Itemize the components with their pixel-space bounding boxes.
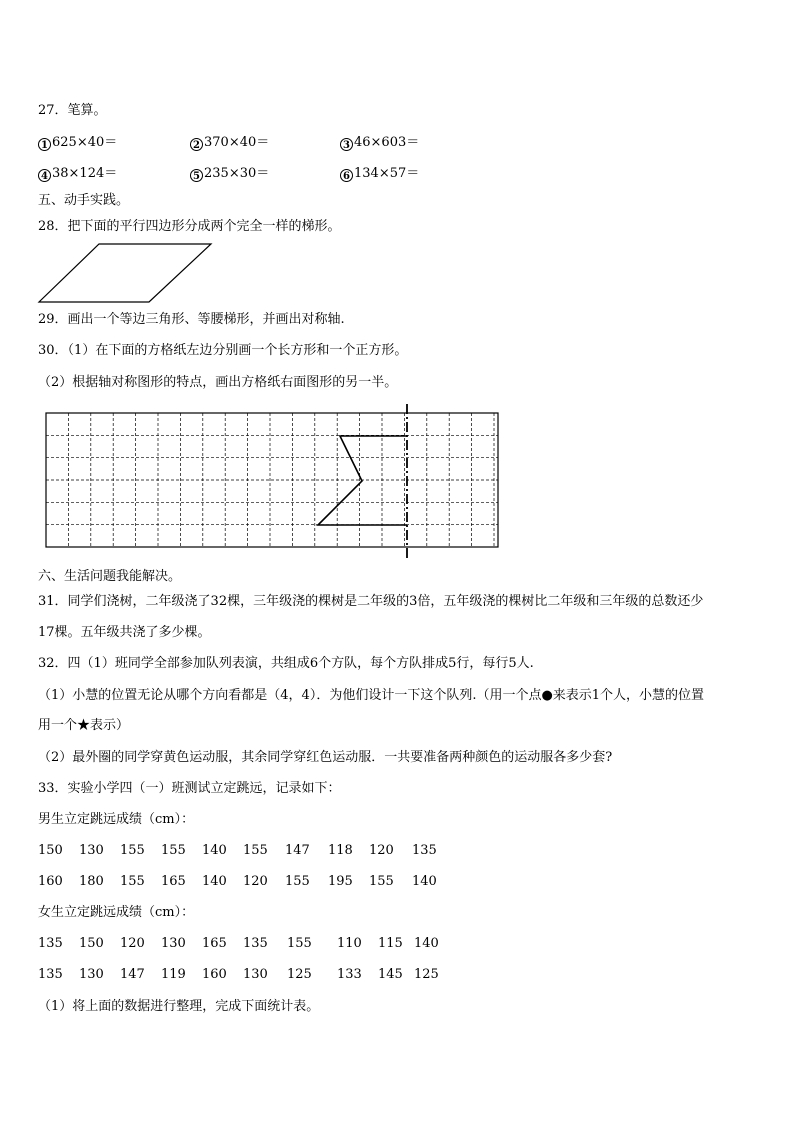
value-cell: 140 — [202, 874, 227, 889]
q33-task-1: （1）将上面的数据进行整理，完成下面统计表。 — [38, 999, 320, 1014]
value-cell: 155 — [285, 874, 310, 889]
value-cell: 145 — [378, 967, 403, 982]
q27-expr-5: 235×30＝ — [204, 166, 270, 181]
value-cell: 135 — [38, 936, 63, 951]
q27-title: 27．笔算。 — [38, 103, 107, 118]
q32-line-1: 32．四（1）班同学全部参加队列表演，共组成6个方队，每个方队排成5行，每行5人. — [38, 656, 534, 671]
q31-line-1: 31．同学们浇树，二年级浇了32棵，三年级浇的棵树是二年级的3倍，五年级浇的棵树比二年级和三年级的总数还少 — [38, 594, 704, 609]
value-cell: 120 — [243, 874, 268, 889]
value-cell: 119 — [161, 967, 186, 982]
value-cell: 118 — [328, 843, 353, 858]
value-cell: 147 — [285, 843, 310, 858]
circled-number-5: 5 — [190, 169, 203, 182]
value-cell: 125 — [287, 967, 312, 982]
q29-text: 29．画出一个等边三角形、等腰梯形，并画出对称轴. — [38, 312, 345, 327]
value-cell: 165 — [161, 874, 186, 889]
q33-boys-label: 男生立定跳远成绩（cm）： — [38, 812, 195, 827]
value-cell: 135 — [38, 967, 63, 982]
q31-line-2: 17棵。五年级共浇了多少棵。 — [38, 625, 211, 640]
value-cell: 125 — [414, 967, 439, 982]
q33-girls-label: 女生立定跳远成绩（cm）： — [38, 905, 195, 920]
q28-text: 28．把下面的平行四边形分成两个完全一样的梯形。 — [38, 219, 341, 234]
circled-number-1: 1 — [38, 138, 51, 151]
section-6-heading: 六、生活问题我能解决。 — [38, 569, 182, 584]
value-cell: 120 — [369, 843, 394, 858]
section-5-heading: 五、动手实践。 — [38, 193, 130, 208]
q27-expr-2: 370×40＝ — [204, 135, 270, 150]
value-cell: 155 — [369, 874, 394, 889]
value-cell: 140 — [414, 936, 439, 951]
value-cell: 155 — [120, 843, 145, 858]
grid-dashed-lines — [46, 413, 498, 547]
q27-expr-6: 134×57＝ — [354, 166, 420, 181]
value-cell: 133 — [337, 967, 362, 982]
value-cell: 110 — [337, 936, 362, 951]
value-cell: 130 — [161, 936, 186, 951]
value-cell: 140 — [412, 874, 437, 889]
value-cell: 120 — [120, 936, 145, 951]
q32-line-4: （2）最外圈的同学穿黄色运动服，其余同学穿红色运动服．一共要准备两种颜色的运动服各多少套? — [38, 750, 613, 765]
value-cell: 135 — [412, 843, 437, 858]
circled-number-2: 2 — [190, 138, 203, 151]
q32-line-2: （1）小慧的位置无论从哪个方向看都是（4，4）．为他们设计一下这个队列.（用一个点●来表示1个人，小慧的位置 — [38, 688, 705, 703]
q32-line-3: 用一个★表示） — [38, 718, 130, 733]
value-cell: 130 — [79, 843, 104, 858]
q27-expr-3: 46×603＝ — [354, 135, 420, 150]
value-cell: 150 — [38, 843, 63, 858]
value-cell: 180 — [79, 874, 104, 889]
circled-number-4: 4 — [38, 169, 51, 182]
value-cell: 155 — [287, 936, 312, 951]
value-cell: 115 — [378, 936, 403, 951]
value-cell: 155 — [161, 843, 186, 858]
value-cell: 160 — [38, 874, 63, 889]
value-cell: 140 — [202, 843, 227, 858]
half-figure — [318, 436, 407, 525]
value-cell: 165 — [202, 936, 227, 951]
q33-line-1: 33．实验小学四（一）班测试立定跳远，记录如下： — [38, 781, 341, 796]
value-cell: 195 — [328, 874, 353, 889]
q30-line-1: 30．（1）在下面的方格纸左边分别画一个长方形和一个正方形。 — [38, 343, 408, 358]
value-cell: 147 — [120, 967, 145, 982]
circled-number-6: 6 — [340, 169, 353, 182]
value-cell: 135 — [243, 936, 268, 951]
value-cell: 160 — [202, 967, 227, 982]
value-cell: 155 — [243, 843, 268, 858]
value-cell: 155 — [120, 874, 145, 889]
q27-expr-1: 625×40＝ — [52, 135, 118, 150]
value-cell: 130 — [79, 967, 104, 982]
q30-line-2: （2）根据轴对称图形的特点，画出方格纸右面图形的另一半。 — [38, 375, 398, 390]
value-cell: 130 — [243, 967, 268, 982]
value-cell: 150 — [79, 936, 104, 951]
q27-expr-4: 38×124＝ — [52, 166, 118, 181]
circled-number-3: 3 — [340, 138, 353, 151]
